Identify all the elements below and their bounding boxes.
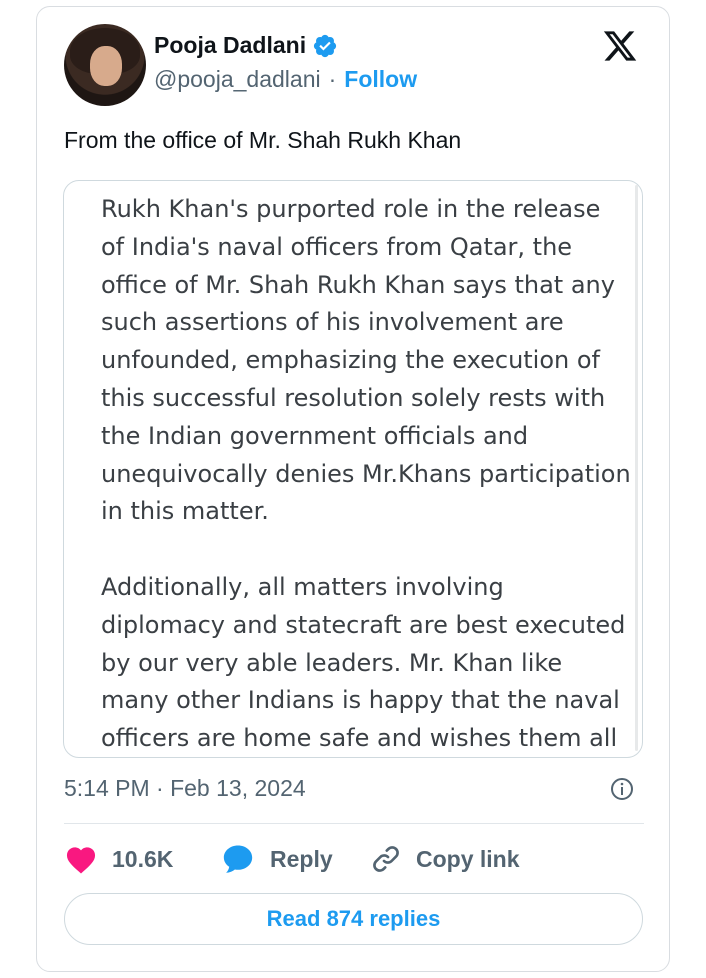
- tweet-image[interactable]: [63, 180, 643, 758]
- follow-link[interactable]: Follow: [344, 66, 418, 92]
- verified-badge-icon: [312, 33, 338, 59]
- like-count: 10.6K: [112, 845, 174, 872]
- tweet-text: From the office of Mr. Shah Rukh Khan: [64, 127, 462, 153]
- avatar[interactable]: [64, 24, 146, 106]
- action-bar: [64, 840, 520, 878]
- x-logo-icon[interactable]: [601, 28, 639, 64]
- handle-separator: ·: [328, 66, 337, 92]
- tweet-timestamp[interactable]: 5:14 PM · Feb 13, 2024: [64, 775, 306, 801]
- image-edge-shadow: [635, 185, 638, 751]
- author-handle[interactable]: @pooja_dadlani: [154, 66, 321, 92]
- reply-bubble-icon: [220, 842, 256, 876]
- divider: [64, 823, 644, 824]
- info-icon[interactable]: [610, 777, 634, 801]
- author-name[interactable]: Pooja Dadlani: [154, 32, 307, 58]
- copy-link-label: Copy link: [416, 845, 520, 872]
- read-replies-button[interactable]: Read 874 replies: [64, 893, 643, 945]
- avatar-face: [90, 46, 122, 86]
- statement-paragraph-1: Rukh Khan's purported role in the release of India's naval officers from Qatar, the office of Mr. Shah Rukh Khan says that any such assertions of his involvement are unfounded, emphasizing the execution of this successful resolution solely rests with the Indian government officials and unequivocally denies Mr.Khans participation in this matter.: [101, 195, 631, 526]
- like-button[interactable]: [64, 844, 220, 874]
- statement-paragraph-2: Additionally, all matters involving diplomacy and statecraft are best executed by our very able leaders. Mr. Khan like many other Indians is happy that the naval officers are home safe and wishes them all: [101, 572, 626, 753]
- author-name-row: [154, 32, 338, 59]
- reply-button[interactable]: [220, 842, 370, 876]
- author-handle-row: [154, 66, 417, 93]
- heart-icon: [64, 844, 98, 874]
- link-icon: [370, 843, 402, 875]
- statement-document: [101, 191, 631, 758]
- copy-link-button[interactable]: [370, 843, 520, 875]
- reply-label: Reply: [270, 845, 333, 872]
